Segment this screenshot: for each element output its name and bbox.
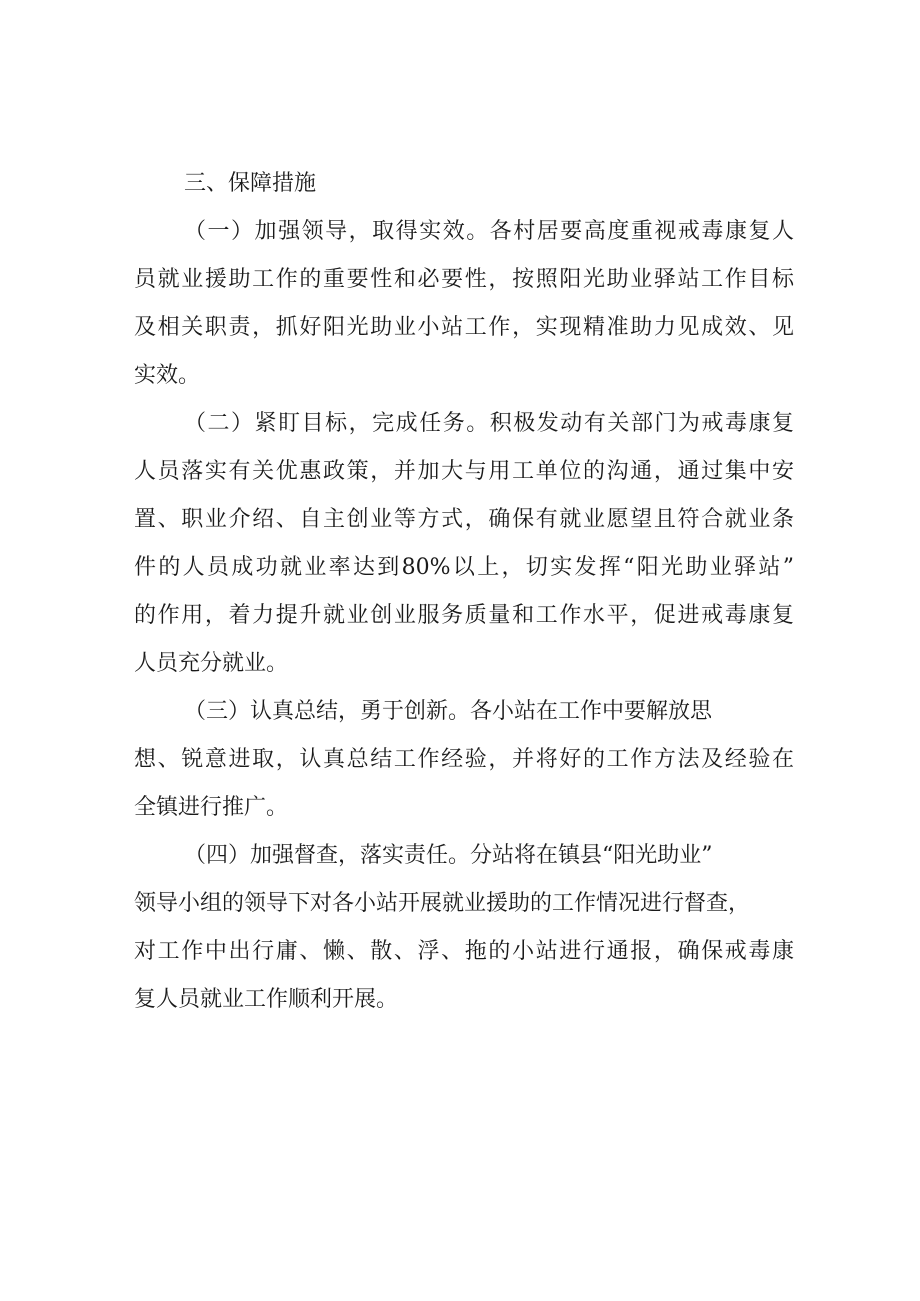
paragraph-line: 人员充分就业。 <box>134 651 289 676</box>
paragraph-line: 员就业援助工作的重要性和必要性，按照阳光助业驿站工作目标 <box>134 267 794 292</box>
paragraph-line: （四）加强督查，落实责任。分站将在镇县“阳光助业” <box>184 843 713 868</box>
paragraph-2 <box>134 400 794 688</box>
paragraph-line: 想、锐意进取，认真总结工作经验，并将好的工作方法及经验在 <box>134 747 794 772</box>
paragraph-3 <box>134 688 794 832</box>
paragraph-1 <box>134 208 794 400</box>
paragraph-line: 实效。 <box>134 363 201 388</box>
paragraph-4 <box>134 832 794 1024</box>
paragraph-line: 领导小组的领导下对各小站开展就业援助的工作情况进行督查， <box>134 891 751 916</box>
section-heading: 三、保障措施 <box>184 171 317 196</box>
paragraph-line: 复人员就业工作顺利开展。 <box>134 987 399 1012</box>
paragraph-line: 全镇进行推广。 <box>134 795 289 820</box>
paragraph-line: 对工作中出行庸、懒、散、浮、拖的小站进行通报，确保戒毒康 <box>134 939 794 964</box>
paragraph-line: 置、职业介绍、自主创业等方式，确保有就业愿望且符合就业条 <box>134 507 794 532</box>
document-body <box>134 160 794 1024</box>
paragraph-line: （一）加强领导，取得实效。各村居要高度重视戒毒康复人 <box>184 219 794 244</box>
paragraph-line: 件的人员成功就业率达到80%以上，切实发挥“阳光助业驿站” <box>134 555 794 580</box>
paragraph-line: 及相关职责，抓好阳光助业小站工作，实现精准助力见成效、见 <box>134 315 794 340</box>
paragraph-line: （二）紧盯目标，完成任务。积极发动有关部门为戒毒康复 <box>184 411 794 436</box>
paragraph-line: （三）认真总结，勇于创新。各小站在工作中要解放思 <box>184 699 713 724</box>
paragraph-line: 人员落实有关优惠政策，并加大与用工单位的沟通，通过集中安 <box>134 459 794 484</box>
paragraph-line: 的作用，着力提升就业创业服务质量和工作水平，促进戒毒康复 <box>134 603 794 628</box>
